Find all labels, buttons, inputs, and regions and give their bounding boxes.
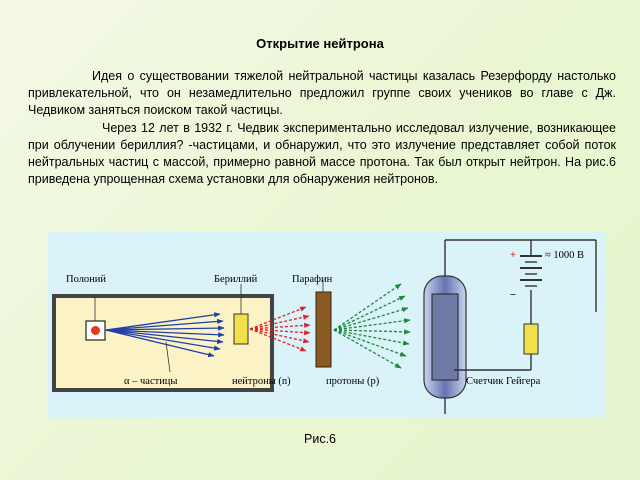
label-beryllium: Бериллий bbox=[214, 274, 258, 285]
label-polonium: Полоний bbox=[66, 274, 107, 285]
plus-sign: + bbox=[510, 250, 516, 261]
paragraph-2: Через 12 лет в 1932 г. Чедвик экспериментально исследовал излучение, возникающее при облучении бериллия? -частицами, и обнаружил, что это излучение представляет собой поток нейтральных частиц с массой, примерно равной массе протона. Так был открыт нейтрон. На рис.6 приведена упрощенная схема установки для обнаружения нейтронов. bbox=[28, 121, 616, 186]
resistor bbox=[524, 324, 538, 354]
minus-sign: − bbox=[510, 290, 516, 301]
label-protons: протоны (p) bbox=[326, 376, 380, 387]
label-alpha-particles: α – частицы bbox=[124, 376, 178, 387]
page-title: Открытие нейтрона bbox=[256, 36, 384, 51]
polonium-core-icon bbox=[91, 326, 100, 335]
label-geiger-counter: Счетчик Гейгера bbox=[466, 376, 541, 387]
figure-caption: Рис.6 bbox=[304, 432, 336, 446]
experiment-diagram bbox=[48, 232, 606, 418]
paraffin-block bbox=[316, 292, 331, 367]
label-paraffin: Парафин bbox=[292, 274, 333, 285]
label-voltage: ≈ 1000 В bbox=[545, 250, 585, 261]
label-neutrons: нейтроны (n) bbox=[232, 376, 291, 387]
paragraph-1: Идея о существовании тяжелой нейтральной частицы казалась Резерфорду настолько привлекательной, что он незамедлительно предложил группе своих учеников во главе с Дж. Чедвиком заняться поиском такой частицы. bbox=[28, 69, 616, 117]
beryllium-plate bbox=[234, 314, 248, 344]
